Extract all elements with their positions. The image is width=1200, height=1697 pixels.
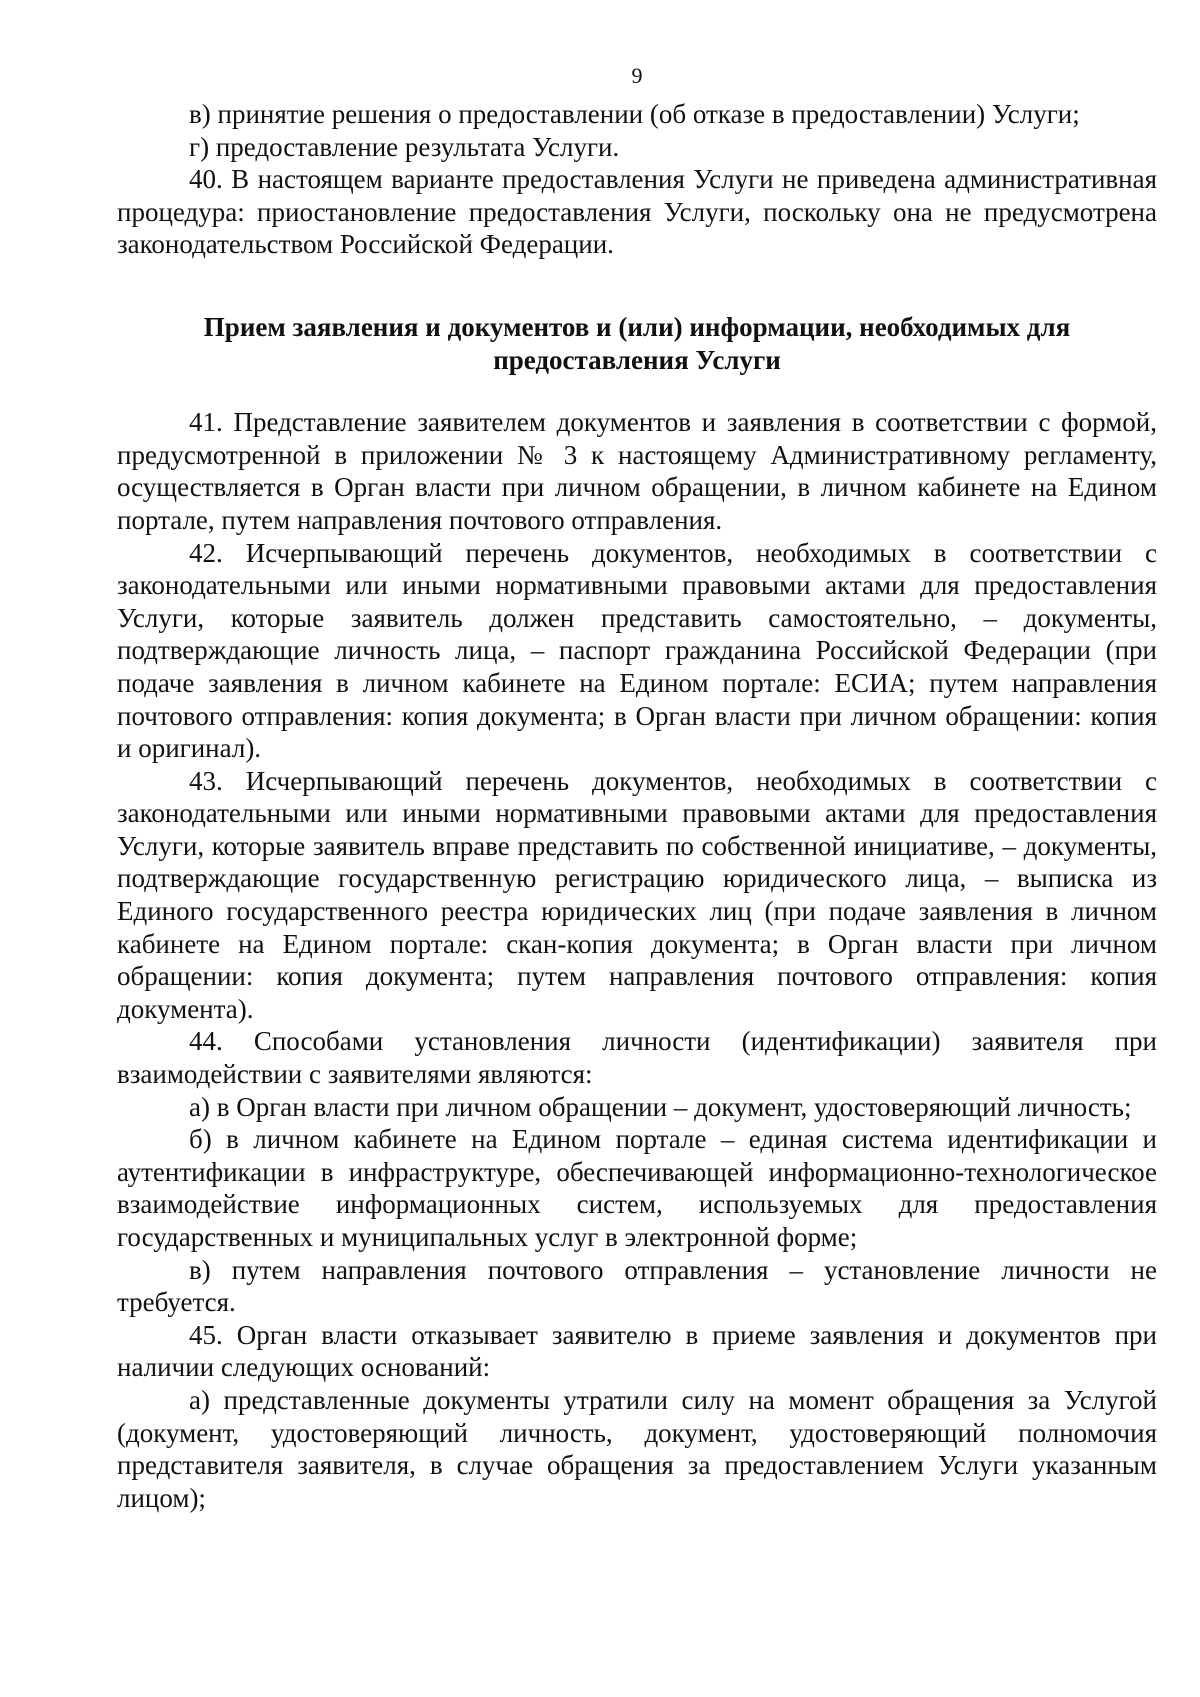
- paragraph-42: 42. Исчерпывающий перечень документов, необходимых в соответствии с законодательными или иными нормативными правовыми актами для предоставления Услуги, которые заявитель должен представить самостоятельно, – документы, подтверждающие личность лица, – паспорт гражданина Российской Федерации (при подаче заявления в личном кабинете на Едином портале: ЕСИА; путем направления почтового отправления: копия документа; в Орган власти при личном обращении: копия и оригинал).: [117, 537, 1157, 764]
- paragraph-45: 45. Орган власти отказывает заявителю в приеме заявления и документов при наличии следующих оснований:: [117, 1319, 1157, 1383]
- paragraph-41: 41. Представление заявителем документов и заявления в соответствии с формой, предусмотренной в приложении № 3 к настоящему Административному регламенту, осуществляется в Орган власти при личном обращении, в личном кабинете на Едином портале, путем направления почтового отправления.: [117, 407, 1157, 535]
- paragraph-v: в) принятие решения о предоставлении (об отказе в предоставлении) Услуги;: [189, 99, 1080, 129]
- paragraph-40: 40. В настоящем варианте предоставления Услуги не приведена административная процедура: приостановление предоставления Услуги, поскольку она не предусмотрена законодательством Российской Федерации.: [117, 164, 1157, 260]
- section-heading-line-1: Прием заявления и документов и (или) информации, необходимых для: [203, 311, 1071, 342]
- paragraph-45-a: а) представленные документы утратили силу на момент обращения за Услугой (документ, удостоверяющий личность, документ, удостоверяющий полномочия представителя заявителя, в случае обращения за предоставлением Услуги указанным лицом);: [117, 1384, 1157, 1513]
- paragraph-44-a: а) в Орган власти при личном обращении – документ, удостоверяющий личность;: [189, 1091, 1132, 1122]
- section-heading: [117, 311, 1157, 376]
- section-heading-line-2: предоставления Услуги: [493, 344, 781, 375]
- paragraph-43: 43. Исчерпывающий перечень документов, необходимых в соответствии с законодательными или иными нормативными правовыми актами для предоставления Услуги, которые заявитель вправе представить по собственной инициативе, – документы, подтверждающие государственную регистрацию юридического лица, – выписка из Единого государственного реестра юридических лиц (при подаче заявления в личном кабинете на Едином портале: скан-копия документа; в Орган власти при личном обращении: копия документа; путем направления почтового отправления: копия документа).: [117, 765, 1157, 1024]
- paragraph-g: г) предоставление результата Услуги.: [189, 131, 620, 162]
- paragraph-44-b: б) в личном кабинете на Едином портале – единая система идентификации и аутентификации в инфраструктуре, обеспечивающей информационно-технологическое взаимодействие информационных систем, используемых для предоставления государственных и муниципальных услуг в электронной форме;: [117, 1124, 1157, 1252]
- page-number: 9: [631, 63, 643, 88]
- paragraph-44-v: в) путем направления почтового отправления – установление личности не требуется.: [117, 1254, 1157, 1318]
- document-page: [117, 62, 1157, 1514]
- paragraph-44: 44. Способами установления личности (идентификации) заявителя при взаимодействии с заявителями являются:: [117, 1026, 1157, 1090]
